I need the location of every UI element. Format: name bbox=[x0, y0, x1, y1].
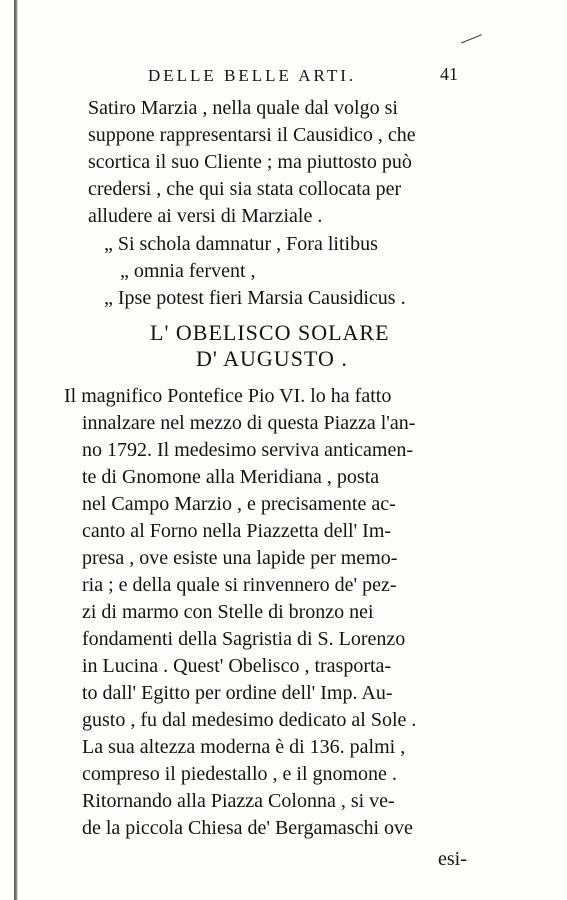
text-line: compreso il piedestallo , e il gnomone . bbox=[82, 763, 397, 785]
text-line: no 1792. Il medesimo serviva anticamen- bbox=[82, 439, 414, 461]
text-line: canto al Forno nella Piazzetta dell' Im- bbox=[82, 520, 392, 542]
pen-mark bbox=[461, 34, 485, 51]
text-line: Ritornando alla Piazza Colonna , si ve- bbox=[82, 790, 395, 812]
quote-line: „ Si schola damnatur , Fora litibus bbox=[104, 233, 378, 255]
text-line: innalzare nel mezzo di questa Piazza l'an- bbox=[82, 412, 416, 434]
text-line: ria ; e della quale si rinvennero de' pez- bbox=[82, 574, 397, 596]
quote-line: „ Ipse potest fieri Marsia Causidicus . bbox=[104, 287, 406, 309]
text-line: credersi , che qui sia stata collocata per bbox=[88, 178, 402, 200]
quote-line: „ omnia fervent , bbox=[120, 260, 256, 282]
text-line: to dall' Egitto per ordine dell' Imp. Au- bbox=[82, 682, 393, 704]
text-line: fondamenti della Sagristia di S. Lorenzo bbox=[82, 628, 406, 650]
catchword: esi- bbox=[438, 848, 467, 870]
text-line: de la piccola Chiesa de' Bergamaschi ove bbox=[82, 817, 413, 839]
text-line: in Lucina . Quest' Obelisco , trasporta- bbox=[82, 655, 392, 677]
text-line: zi di marmo con Stelle di bronzo nei bbox=[82, 601, 374, 623]
text-line: La sua altezza moderna è di 136. palmi , bbox=[82, 736, 406, 758]
text-line: suppone rappresentarsi il Causidico , che bbox=[88, 124, 416, 146]
text-line: Satiro Marzia , nella quale dal volgo si bbox=[88, 97, 398, 119]
text-line: te di Gnomone alla Meridiana , posta bbox=[82, 466, 380, 488]
text-line: scortica il suo Cliente ; ma piuttosto può bbox=[88, 151, 412, 173]
text-line: nel Campo Marzio , e precisamente ac- bbox=[82, 493, 396, 515]
running-header bbox=[148, 66, 458, 86]
page-binding-edge bbox=[14, 0, 18, 900]
text-line: alludere ai versi di Marziale . bbox=[88, 205, 323, 227]
section-heading-sub: D' AUGUSTO . bbox=[196, 346, 348, 371]
page-number: 41 bbox=[440, 64, 458, 84]
text-line: presa , ove esiste una lapide per memo- bbox=[82, 547, 398, 569]
running-title: DELLE BELLE ARTI. bbox=[148, 66, 357, 85]
text-line: Il magnifico Pontefice Pio VI. lo ha fatto bbox=[64, 385, 392, 407]
section-heading: L' OBELISCO SOLARE bbox=[150, 320, 390, 345]
text-line: gusto , fu dal medesimo dedicato al Sole . bbox=[82, 709, 417, 731]
